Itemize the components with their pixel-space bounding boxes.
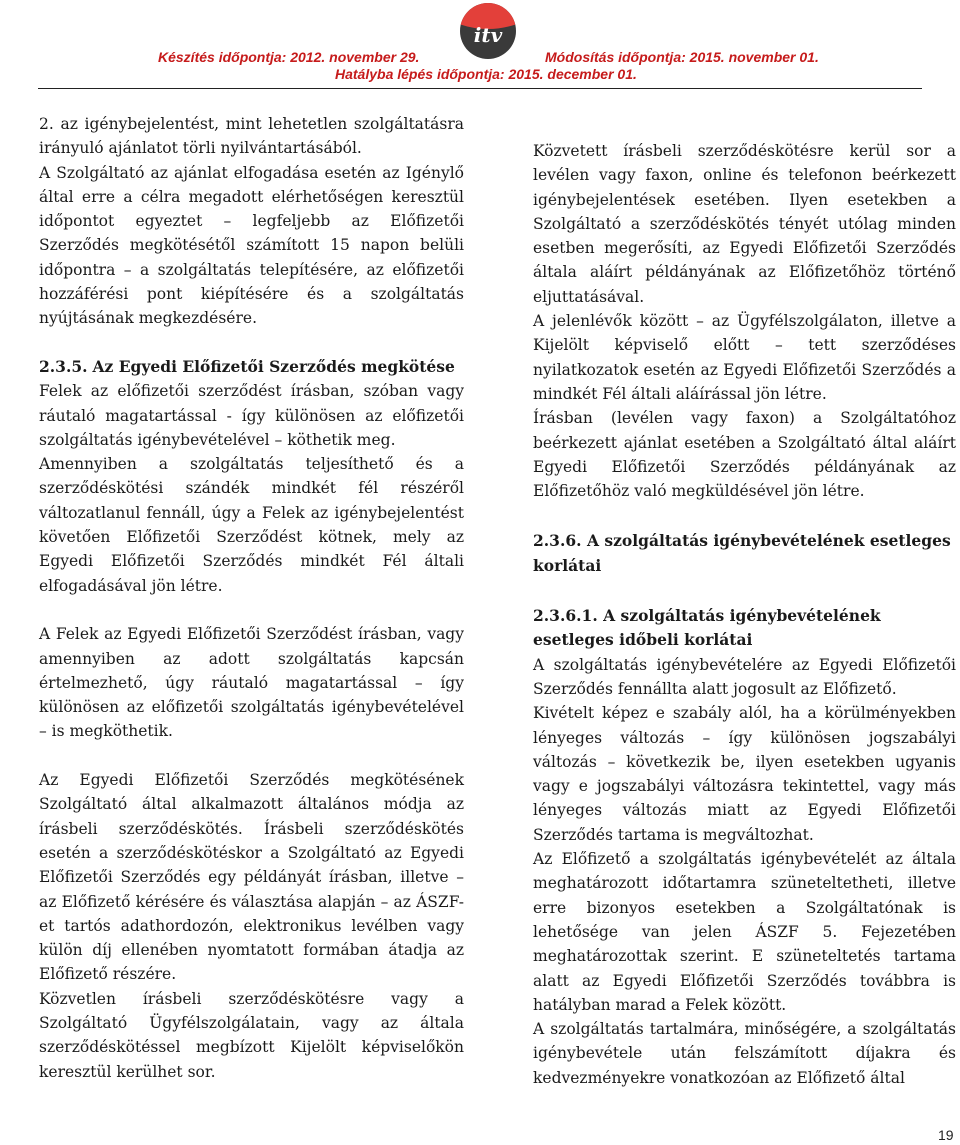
page-number: 19 bbox=[938, 1127, 954, 1143]
paragraph: 2. az igénybejelentést, mint lehetetlen szolgáltatásra irányuló ajánlatot törli nyilvántartásából. bbox=[39, 115, 464, 158]
logo-text: itv bbox=[473, 23, 503, 47]
created-date: Készítés időpontja: 2012. november 29. bbox=[158, 49, 420, 65]
effective-date: Hatályba lépés időpontja: 2015. december 01. bbox=[335, 66, 637, 82]
paragraph: A Felek az Egyedi Előfizetői Szerződést írásban, vagy amennyiben az adott szolgáltatás kapcsán értelmezhető, úgy ráutaló magatartással – így különösen az előfizetői szolgáltatás igénybevételével – is megköthetik. bbox=[39, 625, 464, 741]
paragraph: Írásban (levélen vagy faxon) a Szolgáltatóhoz beérkezett ajánlat esetében a Szolgáltató által aláírt Egyedi Előfizetői Szerződés példányának az Előfizetőhöz való megküldésével jön létre. bbox=[533, 409, 956, 501]
itv-logo bbox=[459, 2, 517, 60]
paragraph: A szolgáltatás tartalmára, minőségére, a szolgáltatás igénybevétele után felszámított díjakra és kedvezményekre vonatkozóan az Előfizető által bbox=[533, 1020, 956, 1087]
page-header bbox=[0, 0, 960, 90]
paragraph: Kivételt képez e szabály alól, ha a körülményekben lényeges változás – így különösen jogszabályi változás – következik be, ilyen esetekben ugyanis vagy e jogszabályi változásra tekintettel, vagy más lényeges változás miatt az Egyedi Előfizetői Szerződés tartama is megváltozhat. bbox=[533, 704, 956, 844]
paragraph: Felek az előfizetői szerződést írásban, szóban vagy ráutaló magatartással - így különösen az előfizetői szolgáltatás igénybevételével – köthetik meg. bbox=[39, 382, 464, 449]
paragraph: Közvetlen írásbeli szerződéskötésre vagy a Szolgáltató Ügyfélszolgálatain, vagy az általa szerződéskötéssel megbízott Kijelölt képviselőkön keresztül kerülhet sor. bbox=[39, 989, 464, 1081]
paragraph: Közvetett írásbeli szerződéskötésre kerül sor a levélen vagy faxon, online és telefonon beérkezett igénybejelentések esetében. Ilyen esetekben a Szolgáltató a szerződéskötés tényét utólag minden esetben megerősíti, az Egyedi Előfizetői Szerződés általa aláírt példányának az Előfizetőhöz történő eljuttatásával. bbox=[533, 142, 956, 306]
paragraph: Az Előfizető a szolgáltatás igénybevételét az általa meghatározott időtartamra szüneteltetheti, illetve erre bizonyos esetekben a Szolgáltatónak is lehetősége van jelen ÁSZF 5. Fejezetében meghatározottak szerint. E szüneteltetés tartama alatt az Egyedi Előfizetői Szerződés továbbra is hatályban marad a Felek között. bbox=[533, 850, 956, 1014]
section-heading-2-3-5 bbox=[39, 355, 464, 379]
section-heading-2-3-6: 2.3.6. A szolgáltatás igénybevételének esetleges korlátai bbox=[533, 531, 951, 575]
paragraph: A jelenlévők között – az Ügyfélszolgálaton, illetve a Kijelölt képviselő előtt – tett szerződéses nyilatkozatok esetén az Egyedi Előfizetői Szerződés a mindkét Fél általi aláírással jön létre. bbox=[533, 312, 956, 403]
section-number: 2.3.5. bbox=[39, 356, 88, 376]
right-column bbox=[533, 139, 956, 1090]
paragraph: Az Egyedi Előfizetői Szerződés megkötésének Szolgáltató által alkalmazott általános módja az írásbeli szerződéskötés. Írásbeli szerződéskötés esetén a szerződéskötéskor a Szolgáltató az Egyedi Előfizetői Szerződés egy példányát írásban, illetve – az Előfizető kérésére és választása alapján – az ÁSZF-et tartós adathordozón, elektronikus levélben vagy külön díj ellenében nyomtatott formában átadja az Előfizető részére. bbox=[39, 771, 464, 984]
modified-date: Módosítás időpontja: 2015. november 01. bbox=[545, 49, 819, 65]
left-column bbox=[39, 112, 464, 1084]
header-rule bbox=[38, 88, 922, 89]
section-title: Az Egyedi Előfizetői Szerződés megkötése bbox=[92, 356, 455, 376]
paragraph: A Szolgáltató az ajánlat elfogadása esetén az Igénylő által erre a célra megadott elérhetőségen keresztül időpontot egyeztet – legfeljebb az Előfizetői Szerződés megkötésétől számított 15 napon belüli időpontra – a szolgáltatás telepítésére, az előfizetői hozzáférési pont kiépítésére és a szolgáltatás nyújtásának megkezdésére. bbox=[39, 163, 464, 328]
paragraph: A szolgáltatás igénybevételére az Egyedi Előfizetői Szerződés fennállta alatt jogosult az Előfizető. bbox=[533, 655, 956, 698]
section-heading-2-3-6-1: 2.3.6.1. A szolgáltatás igénybevételének esetleges időbeli korlátai bbox=[533, 606, 881, 650]
paragraph: Amennyiben a szolgáltatás teljesíthető és a szerződéskötési szándék mindkét fél részéről változatlanul fennáll, úgy a Felek az igénybejelentést követően Előfizetői Szerződést kötnek, mely az Egyedi Előfizetői Szerződés mindkét Fél általi elfogadásával jön létre. bbox=[39, 455, 464, 595]
